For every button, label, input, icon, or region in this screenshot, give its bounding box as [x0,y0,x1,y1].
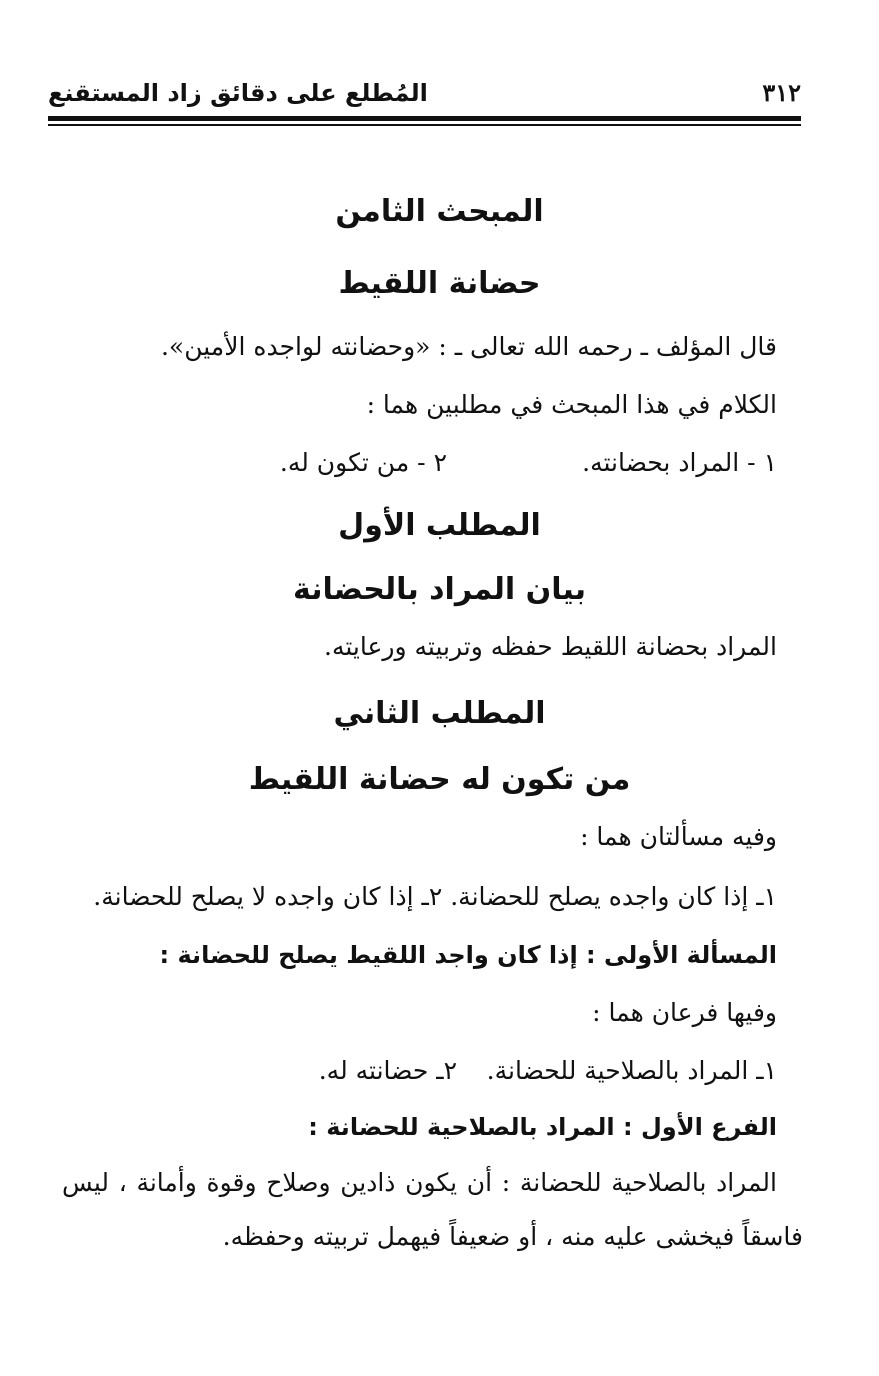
requirement-1-title: المطلب الأول [338,508,541,543]
section-title: المبحث الثامن [335,194,544,229]
page-number: ٣١٢ [762,78,801,107]
header-rule-thick [48,116,801,121]
requirement-1-text: المراد بحضانة اللقيط حفظه وتربيته ورعايته. [324,632,777,661]
issue-1-intro: وفيها فرعان هما : [592,998,777,1027]
running-title: المُطلع على دقائق زاد المستقنع [48,79,428,107]
section-subtitle: حضانة اللقيط [338,266,541,301]
issue-1-branch-2: ٢ـ حضانته له. [318,1056,457,1085]
header-rule-thin [48,124,801,126]
author-quote: قال المؤلف ـ رحمه الله تعالى ـ : «وحضانته لواجده الأمين». [160,332,777,361]
overview-item-2: ٢ - من تكون له. [279,448,447,477]
issue-1-branch-1: ١ـ المراد بالصلاحية للحضانة. [486,1056,777,1085]
overview-items [220,444,777,482]
issue-1-branches [260,1052,777,1090]
requirement-2-issues: ١ـ إذا كان واجده يصلح للحضانة. ٢ـ إذا كان واجده لا يصلح للحضانة. [93,882,777,911]
requirement-2-intro: وفيه مسألتان هما : [580,822,777,851]
requirement-2-subtitle: من تكون له حضانة اللقيط [248,762,631,797]
issue-1-title: المسألة الأولى : إذا كان واجد اللقيط يصلح للحضانة : [159,941,777,969]
branch-1-line-2: فاسقاً فيخشى عليه منه ، أو ضعيفاً فيهمل تربيته وحفظه. [222,1222,803,1251]
overview-text: الكلام في هذا المبحث في مطلبين هما : [366,390,777,419]
overview-item-1: ١ - المراد بحضانته. [582,448,777,477]
requirement-1-subtitle: بيان المراد بالحضانة [293,572,586,607]
requirement-2-title: المطلب الثاني [333,696,546,731]
branch-1-title: الفرع الأول : المراد بالصلاحية للحضانة : [308,1113,777,1141]
page-header [48,78,801,118]
branch-1-line-1: المراد بالصلاحية للحضانة : أن يكون ذادين وصلاح وقوة وأمانة ، ليس [62,1168,777,1197]
